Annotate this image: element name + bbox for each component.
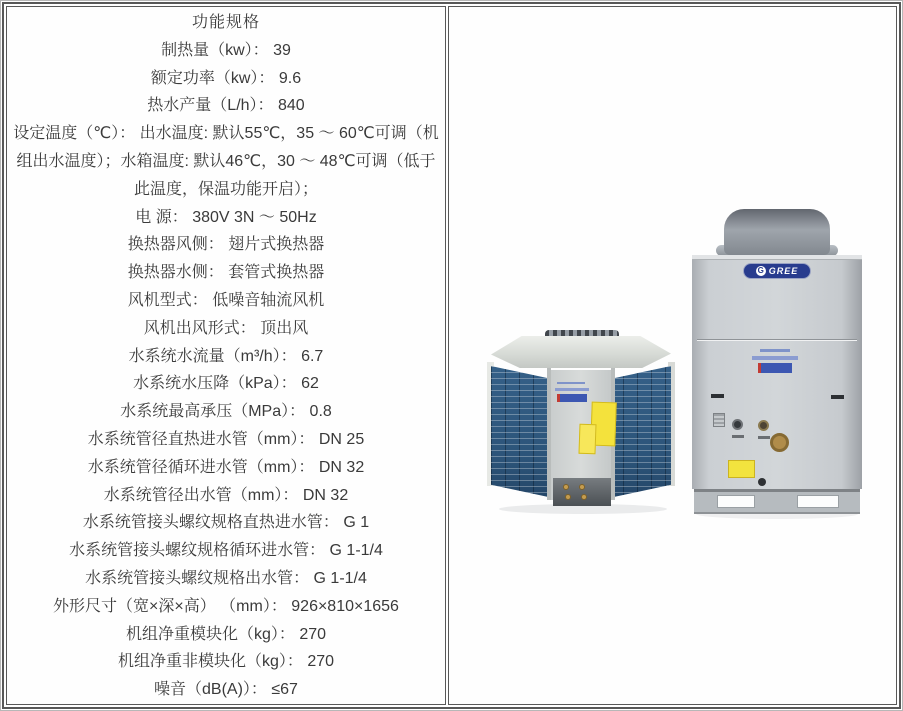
spec-column [6,6,446,705]
spec-line-max-pressure: 水系统最高承压（MPa）： 0.8 [120,403,332,421]
spec-line-net-weight-modular: 机组净重模块化（kg）： 270 [125,625,327,643]
spec-line-water-side-exchanger: 换热器水侧： 套管式换热器 [127,264,325,282]
brand-mark-blurred [752,356,798,360]
brand-mark-blurred [557,382,585,384]
spec-line-water-flow: 水系统水流量（m³/h）： 6.7 [128,347,324,365]
fin-coil-panel-right [609,366,671,498]
rating-label [713,413,725,427]
spec-line-hot-water-output: 热水产量（L/h）： 840 [147,97,305,115]
panel-groove [697,339,857,341]
fin-coil-panel-left [491,366,553,498]
brass-fitting [563,484,569,490]
handle-slot [711,394,724,398]
spec-line-pipe-outlet: 水系统管径出水管（mm）： DN 32 [103,486,349,504]
spec-line-net-weight-nonmodular: 机组净重非模块化（kg）： 270 [117,653,335,671]
cabinet-top-trim [692,255,862,260]
spec-line-fan-type: 风机型式： 低噪音轴流风机 [127,291,325,309]
brass-fitting [565,494,571,500]
gree-logo-badge [743,263,811,279]
brass-fitting [579,484,585,490]
handle-slot [831,395,844,399]
top-cap [491,336,671,368]
spec-line-pressure-drop: 水系统水压降（kPa）： 62 [133,375,319,393]
heat-pump-unit-tall [692,207,862,519]
spec-line-fan-outlet: 风机出风形式： 顶出风 [143,319,309,337]
pipe-connection-box [553,478,611,506]
spec-line-dimensions: 外形尺寸（宽×深×高） （mm）： 926×810×1656 [53,597,399,615]
spec-line-thread-outlet: 水系统管接头螺纹规格出水管： G 1-1/4 [85,569,367,587]
brass-valve-fitting [770,433,789,452]
spec-line-air-side-exchanger: 换热器风侧： 翅片式换热器 [127,236,325,254]
brand-mark-blurred [555,388,589,391]
spec-line-pipe-direct-inlet: 水系统管径直热进水管（mm）： DN 25 [87,430,365,448]
pipe-fitting [758,420,769,431]
fitting-label [732,435,744,438]
fan-cowl [724,209,830,255]
brass-fitting [581,494,587,500]
brand-mark-blurred [760,349,790,352]
forklift-slot [717,495,755,508]
pipe-fitting [732,419,743,430]
series-logo-mark [758,363,792,373]
gree-logo-icon: G [757,266,764,275]
warning-sticker [578,424,596,455]
product-image-panel [448,6,897,705]
drain-fitting [758,478,766,486]
heat-pump-unit-small [487,328,675,518]
spec-table [2,2,901,709]
spec-line-thread-circ-inlet: 水系统管接头螺纹规格循环进水管： G 1-1/4 [69,542,383,560]
fitting-label [758,436,770,439]
panel-title: 功能规格 [191,14,260,31]
spec-line-pipe-circ-inlet: 水系统管径循环进水管（mm）： DN 32 [87,458,365,476]
series-logo-mark [557,394,587,402]
spec-line-thread-direct-inlet: 水系统管接头螺纹规格直热进水管： G 1 [82,514,370,532]
spec-line-power-supply: 电 源： 380V 3N ～ 50Hz [135,208,317,226]
gree-logo-text: GREE [768,266,799,276]
forklift-slot [797,495,839,508]
spec-line-noise: 噪音（dB(A)）： ≤67 [154,681,298,699]
spec-line-set-temperature: 设定温度（℃）： 出水温度: 默认55℃，35 ～ 60℃可调（机组出水温度）；水箱温度: 默认46℃，30 ～ 48℃可调（低于此温度，保温功能开启）； [13,125,439,198]
spec-line-heating-capacity: 制热量（kw）： 39 [161,41,291,59]
warning-sticker [728,460,755,478]
spec-line-rated-power: 额定功率（kw）： 9.6 [150,69,302,87]
